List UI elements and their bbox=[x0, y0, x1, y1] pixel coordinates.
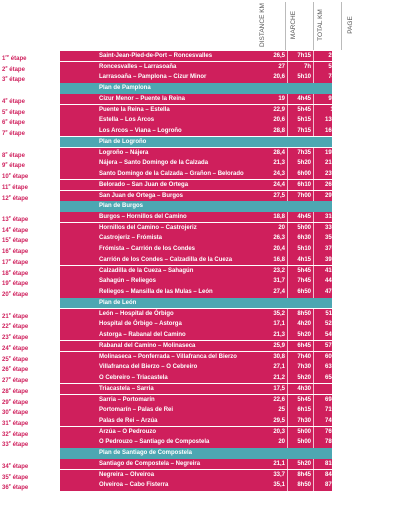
page-cell: 26 bbox=[350, 85, 357, 92]
stage-row bbox=[2, 266, 357, 277]
stage-number: 21e étape bbox=[2, 310, 29, 320]
stage-number: 33e étape bbox=[2, 439, 29, 449]
stage-number: 14e étape bbox=[2, 224, 29, 234]
page-cell: 168 bbox=[346, 428, 357, 435]
route-cell: Santiago de Compostela – Negreira bbox=[99, 460, 201, 467]
stage-number: 22e étape bbox=[2, 321, 29, 331]
stage-number: 27e étape bbox=[2, 375, 29, 385]
route-cell: Plan de Santiago de Compostela bbox=[99, 450, 193, 457]
route-cell: Larrasoaña – Pamplona – Cizur Minor bbox=[99, 74, 207, 81]
distance-cell: 27,1 bbox=[273, 364, 285, 371]
total-cell: 330,1 bbox=[324, 224, 340, 231]
stage-row bbox=[2, 255, 357, 266]
page-cell: 15 bbox=[350, 63, 357, 70]
total-cell: 291,3 bbox=[324, 192, 340, 199]
page-cell: 20 bbox=[350, 74, 357, 81]
distance-cell: 20 bbox=[278, 439, 285, 446]
distance-cell: 26,3 bbox=[273, 235, 285, 242]
route-cell: Logroño – Nájera bbox=[99, 149, 149, 156]
page-cell: 126 bbox=[346, 342, 357, 349]
stage-row bbox=[2, 405, 357, 417]
marche-cell: 5h20 bbox=[297, 160, 311, 167]
stage-row bbox=[2, 437, 357, 449]
stage-row bbox=[2, 180, 357, 191]
stage-number: 30e étape bbox=[2, 407, 29, 417]
stage-number: 18e étape bbox=[2, 267, 29, 277]
marche-cell: 4h45 bbox=[297, 95, 311, 102]
page-cell: 72 bbox=[350, 203, 357, 210]
distance-cell: 21,2 bbox=[273, 375, 285, 382]
total-cell: 116 bbox=[330, 106, 340, 113]
route-cell: Arzúa – O Pedrouzo bbox=[99, 428, 157, 435]
plan-row bbox=[60, 201, 357, 211]
route-cell: Frómista – Carrión de los Condes bbox=[99, 246, 196, 253]
stage-table bbox=[2, 51, 357, 492]
page-cell: 86 bbox=[350, 246, 357, 253]
distance-cell: 30,8 bbox=[273, 353, 285, 360]
stage-number: 11e étape bbox=[2, 181, 28, 191]
page-cell: 82 bbox=[350, 235, 357, 242]
route-cell: Nájera – Santo Domingo de la Calzada bbox=[99, 160, 209, 167]
marche-cell: 5h10 bbox=[297, 246, 311, 253]
stage-row bbox=[2, 373, 357, 385]
stage-number: 1re étape bbox=[2, 53, 27, 62]
marche-cell: 7h35 bbox=[297, 149, 311, 156]
total-cell: 215,1 bbox=[324, 160, 340, 167]
stage-number: 23e étape bbox=[2, 332, 29, 342]
distance-cell: 18,8 bbox=[273, 214, 285, 221]
stage-row bbox=[2, 62, 357, 73]
distance-cell: 23,2 bbox=[273, 267, 285, 274]
marche-cell: 7h40 bbox=[297, 353, 311, 360]
page-cell: 136 bbox=[346, 364, 357, 371]
total-cell: 239,4 bbox=[324, 171, 340, 178]
total-cell: 53,5 bbox=[328, 63, 340, 70]
route-cell: Palas de Rei – Arzúa bbox=[99, 417, 158, 424]
route-cell: Negreira – Olveiroa bbox=[99, 471, 155, 478]
page-cell: 59 bbox=[350, 171, 357, 178]
total-cell: 528,2 bbox=[324, 321, 340, 328]
route-cell: Castrojeriz – Frómista bbox=[99, 235, 163, 242]
stage-row bbox=[2, 51, 357, 62]
page-cell: 156 bbox=[346, 407, 357, 414]
route-cell: Astorga – Rabanal del Camino bbox=[99, 332, 186, 339]
marche-cell: 5h00 bbox=[297, 428, 311, 435]
marche-cell: 5h00 bbox=[297, 224, 311, 231]
distance-cell: 22,9 bbox=[273, 106, 285, 113]
marche-cell: 6h15 bbox=[297, 407, 311, 414]
column-headers bbox=[0, 0, 400, 50]
route-cell: San Juan de Ortega – Burgos bbox=[99, 192, 184, 199]
stage-number: 20e étape bbox=[2, 289, 29, 299]
distance-cell: 17,1 bbox=[273, 321, 285, 328]
page-cell: 110 bbox=[347, 310, 357, 317]
route-cell: Burgos – Hornillos del Camino bbox=[99, 214, 187, 221]
distance-cell: 16,8 bbox=[273, 256, 285, 263]
distance-cell: 27 bbox=[278, 63, 285, 70]
distance-cell: 27,4 bbox=[273, 289, 285, 296]
route-cell: Plan de Logroño bbox=[99, 138, 147, 145]
route-cell: Hospital de Órbigo – Astorga bbox=[99, 321, 182, 328]
total-cell: 193,8 bbox=[324, 149, 340, 156]
stage-number: 26e étape bbox=[2, 364, 29, 374]
distance-cell: 27,5 bbox=[273, 192, 285, 199]
route-cell: Portomarín – Palas de Rei bbox=[99, 407, 174, 414]
page-cell: 176 bbox=[346, 450, 357, 457]
distance-cell: 31,7 bbox=[273, 278, 285, 285]
stage-row bbox=[2, 480, 357, 492]
marche-cell: 7h45 bbox=[297, 278, 311, 285]
page-cell: 130 bbox=[346, 353, 357, 360]
route-cell: O Pedrouzo – Santiago de Compostela bbox=[99, 439, 210, 446]
page-cell: 121 bbox=[346, 332, 357, 339]
stage-row bbox=[2, 233, 357, 245]
route-cell: Reliegos – Mansilla de las Mulas – León bbox=[99, 289, 213, 296]
total-cell: 749,1 bbox=[324, 417, 340, 424]
route-cell: Rabanal del Camino – Molinaseca bbox=[99, 342, 196, 349]
stage-number: 17e étape bbox=[2, 256, 29, 266]
page-cell: 31 bbox=[350, 106, 357, 113]
page-cell: 113 bbox=[347, 321, 357, 328]
stage-row bbox=[2, 287, 357, 299]
stage-row bbox=[2, 416, 357, 427]
route-cell: Belorado – San Juan de Ortega bbox=[99, 181, 189, 188]
total-cell: 136,6 bbox=[324, 117, 340, 124]
route-cell: Hornillos del Camino – Castrojeriz bbox=[99, 224, 197, 231]
distance-cell: 25 bbox=[278, 407, 285, 414]
total-cell: 654,5 bbox=[324, 375, 340, 382]
page-cell: 41 bbox=[350, 128, 357, 135]
stage-number: 3e étape bbox=[2, 74, 25, 84]
stage-row bbox=[2, 126, 357, 138]
stage-row bbox=[2, 330, 357, 342]
total-cell: 879,3 bbox=[324, 482, 340, 489]
marche-cell: 7h15 bbox=[297, 53, 311, 59]
total-cell: 769,4 bbox=[324, 428, 340, 435]
marche-cell: 5h20 bbox=[297, 460, 311, 467]
stage-number: 19e étape bbox=[2, 278, 29, 288]
page-cell: 27 bbox=[350, 95, 357, 102]
route-cell: Sarria – Portomarín bbox=[99, 396, 155, 403]
page-cell: 109 bbox=[346, 299, 357, 306]
route-cell: Triacastela – Sarria bbox=[99, 385, 154, 392]
route-cell: Saint-Jean-Pied-de-Port – Roncesvalles bbox=[99, 53, 213, 59]
marche-cell: 7h bbox=[303, 63, 311, 70]
marche-cell: 4h15 bbox=[297, 256, 311, 263]
page-cell: 67 bbox=[350, 192, 357, 199]
stage-row bbox=[2, 319, 357, 331]
distance-cell: 29,5 bbox=[273, 417, 285, 424]
route-cell: O Cebreiro – Triacastela bbox=[99, 375, 168, 382]
stage-number: 36e étape bbox=[2, 482, 29, 492]
route-cell: Villafranca del Bierzo – O Cebreiro bbox=[99, 364, 198, 371]
distance-cell: 24,3 bbox=[273, 171, 285, 178]
distance-cell: 20,3 bbox=[273, 428, 285, 435]
total-cell: 810,5 bbox=[324, 460, 340, 467]
marche-cell: 5h20 bbox=[297, 332, 311, 339]
page-cell: 145 bbox=[346, 385, 357, 392]
stage-row bbox=[2, 223, 357, 234]
stage-number: 12e étape bbox=[2, 192, 29, 202]
stage-number: 28e étape bbox=[2, 385, 29, 395]
stage-number: 7e étape bbox=[2, 128, 25, 138]
page-cell: 47 bbox=[350, 138, 357, 145]
distance-cell: 21,3 bbox=[273, 332, 285, 339]
total-cell: 694,6 bbox=[324, 396, 340, 403]
marche-cell: 8h50 bbox=[297, 482, 311, 489]
marche-cell: 7h30 bbox=[297, 364, 311, 371]
route-cell: Sahagún – Reliegos bbox=[99, 278, 157, 285]
marche-cell: 8h50 bbox=[297, 310, 311, 317]
stage-row bbox=[2, 395, 357, 406]
total-cell: 263,8 bbox=[324, 181, 340, 188]
marche-cell: 7h15 bbox=[297, 128, 311, 135]
total-cell: 475,9 bbox=[324, 289, 340, 296]
total-cell: 393,6 bbox=[324, 256, 340, 263]
distance-cell: 26,5 bbox=[273, 53, 285, 59]
route-cell: León – Hospital de Órbigo bbox=[99, 310, 174, 317]
total-cell: 74,1 bbox=[328, 74, 340, 81]
total-cell: 310,1 bbox=[324, 214, 340, 221]
stage-number: 16e étape bbox=[2, 246, 29, 256]
stage-number: 10e étape bbox=[2, 171, 29, 181]
marche-cell: 6h30 bbox=[297, 235, 311, 242]
total-cell: 844,2 bbox=[324, 471, 340, 478]
total-cell: 376,8 bbox=[324, 246, 340, 253]
marche-cell: 5h15 bbox=[297, 117, 311, 124]
route-cell: Olveiroa – Cabo Fisterra bbox=[99, 482, 169, 489]
stage-number: 9e étape bbox=[2, 160, 25, 170]
stage-number: 4e étape bbox=[2, 95, 25, 105]
route-cell: Calzadilla de la Cueza – Sahagún bbox=[99, 267, 194, 274]
header-marche: MARCHE bbox=[290, 10, 298, 40]
total-cell: 719,6 bbox=[324, 407, 340, 414]
distance-cell: 35,1 bbox=[273, 482, 285, 489]
stage-row bbox=[2, 212, 357, 224]
plan-row bbox=[60, 83, 357, 93]
marche-cell: 6h10 bbox=[297, 181, 311, 188]
page-cell: 49 bbox=[350, 149, 357, 156]
stage-number: 15e étape bbox=[2, 235, 29, 245]
header-distance: DISTANCE KM bbox=[259, 3, 267, 47]
page-cell: 78 bbox=[350, 224, 357, 231]
page-cell: 74 bbox=[350, 214, 357, 221]
route-cell: Puente la Reina – Estella bbox=[99, 106, 170, 113]
page-cell: 173 bbox=[346, 439, 357, 446]
total-cell: 511,1 bbox=[325, 310, 340, 317]
stage-number: 32e étape bbox=[2, 428, 29, 438]
stage-row bbox=[2, 169, 357, 181]
stage-row bbox=[2, 427, 357, 438]
route-cell: Plan de León bbox=[99, 299, 137, 306]
marche-cell: 5h10 bbox=[297, 74, 311, 81]
marche-cell: 6h45 bbox=[297, 342, 311, 349]
marche-cell: 7h30 bbox=[297, 417, 311, 424]
stage-row bbox=[2, 352, 357, 363]
plan-row bbox=[60, 137, 357, 147]
stage-row bbox=[2, 115, 357, 127]
page-cell: 54 bbox=[350, 160, 357, 167]
total-cell: 575,4 bbox=[324, 342, 340, 349]
marche-cell: 4h30 bbox=[297, 385, 311, 392]
marche-cell: 8h45 bbox=[297, 471, 311, 478]
route-cell: Roncesvalles – Larrasoaña bbox=[99, 63, 177, 70]
page-cell: 104 bbox=[346, 289, 357, 296]
stage-number: 29e étape bbox=[2, 396, 29, 406]
stage-row bbox=[2, 470, 357, 481]
distance-cell: 21,3 bbox=[273, 160, 285, 167]
page-cell: 98 bbox=[350, 278, 357, 285]
route-cell: Santo Domingo de la Calzada – Grañon – Belorado bbox=[99, 171, 244, 178]
marche-cell: 5h45 bbox=[297, 106, 311, 113]
stage-number: 8e étape bbox=[2, 149, 25, 159]
header-page: PAGE bbox=[347, 16, 354, 34]
marche-cell: 6h50 bbox=[297, 289, 311, 296]
stage-row bbox=[2, 244, 357, 256]
stage-row bbox=[2, 105, 357, 116]
marche-cell: 5h45 bbox=[297, 267, 311, 274]
stage-row bbox=[2, 309, 357, 320]
distance-cell: 20,6 bbox=[273, 117, 285, 124]
total-cell: 416,8 bbox=[324, 267, 340, 274]
stage-number: 6e étape bbox=[2, 117, 25, 127]
marche-cell: 4h45 bbox=[297, 214, 311, 221]
page-cell: 90 bbox=[350, 256, 357, 263]
distance-cell: 20 bbox=[278, 224, 285, 231]
page-cell: 93 bbox=[350, 267, 357, 274]
distance-cell: 33,7 bbox=[273, 471, 285, 478]
stage-number: 24e étape bbox=[2, 342, 29, 352]
page-cell: 179 bbox=[346, 460, 357, 467]
plan-row bbox=[60, 448, 357, 458]
stage-row bbox=[2, 459, 357, 470]
marche-cell: 7h00 bbox=[297, 192, 311, 199]
distance-cell: 21,1 bbox=[273, 460, 285, 467]
distance-cell: 24,4 bbox=[273, 181, 285, 188]
page-cell: 63 bbox=[350, 181, 357, 188]
marche-cell: 4h20 bbox=[297, 321, 311, 328]
distance-cell: 17,5 bbox=[273, 385, 285, 392]
page-cell: 187 bbox=[346, 482, 357, 489]
stage-row bbox=[2, 191, 357, 202]
total-cell: 93,1 bbox=[328, 95, 340, 102]
distance-cell: 22,6 bbox=[273, 396, 285, 403]
page-cell: 141 bbox=[346, 375, 357, 382]
page-cell: 183 bbox=[346, 471, 357, 478]
distance-cell: 28,8 bbox=[273, 128, 285, 135]
total-cell: 633,3 bbox=[324, 364, 340, 371]
route-cell: Estella – Los Arcos bbox=[99, 117, 155, 124]
stage-number: 25e étape bbox=[2, 353, 29, 363]
route-cell: Cizur Menor – Puente la Reina bbox=[99, 95, 186, 102]
header-total: TOTAL KM bbox=[317, 9, 325, 41]
stage-number: 31e étape bbox=[2, 417, 29, 427]
stage-row bbox=[2, 384, 357, 395]
stage-number: 13e étape bbox=[2, 214, 29, 224]
route-cell: Plan de Burgos bbox=[99, 203, 144, 210]
stage-number: 34e étape bbox=[2, 460, 29, 470]
distance-cell: 19 bbox=[278, 95, 285, 102]
total-cell: 448,5 bbox=[324, 278, 340, 285]
total-cell: 606,2 bbox=[324, 353, 340, 360]
stage-row bbox=[2, 362, 357, 374]
marche-cell: 5h00 bbox=[297, 439, 311, 446]
stage-row bbox=[2, 148, 357, 159]
page-cell: 36 bbox=[350, 117, 357, 124]
marche-cell: 5h45 bbox=[297, 396, 311, 403]
total-cell: 165,4 bbox=[324, 128, 340, 135]
total-cell: 789,4 bbox=[324, 439, 340, 446]
distance-cell: 20,4 bbox=[273, 246, 285, 253]
page-cell: 150 bbox=[346, 396, 357, 403]
plan-row bbox=[60, 298, 357, 308]
route-cell: Carrión de los Condes – Calzadilla de la Cueza bbox=[99, 256, 233, 263]
stage-row bbox=[2, 94, 357, 105]
distance-cell: 25,9 bbox=[273, 342, 285, 349]
stage-number: 35e étape bbox=[2, 471, 29, 481]
distance-cell: 35,2 bbox=[273, 310, 285, 317]
distance-cell: 20,6 bbox=[273, 74, 285, 81]
route-cell: Los Arcos – Viana – Logroño bbox=[99, 128, 182, 135]
page-cell: 161 bbox=[346, 417, 357, 424]
route-cell: Molinaseca – Ponferrada – Villafranca del Bierzo bbox=[99, 353, 237, 360]
route-cell: Plan de Pamplona bbox=[99, 85, 151, 92]
page-cell: 10 bbox=[350, 53, 357, 59]
stage-number: 2e étape bbox=[2, 63, 25, 73]
total-cell: 356,4 bbox=[324, 235, 340, 242]
marche-cell: 5h20 bbox=[297, 375, 311, 382]
stage-row bbox=[2, 341, 357, 352]
stage-row bbox=[2, 158, 357, 170]
marche-cell: 6h00 bbox=[297, 171, 311, 178]
stage-row bbox=[2, 72, 357, 84]
stage-row bbox=[2, 276, 357, 288]
stage-number: 5e étape bbox=[2, 106, 25, 116]
total-cell: 549,5 bbox=[324, 332, 340, 339]
distance-cell: 28,4 bbox=[273, 149, 285, 156]
total-cell: 26,5 bbox=[328, 53, 340, 59]
